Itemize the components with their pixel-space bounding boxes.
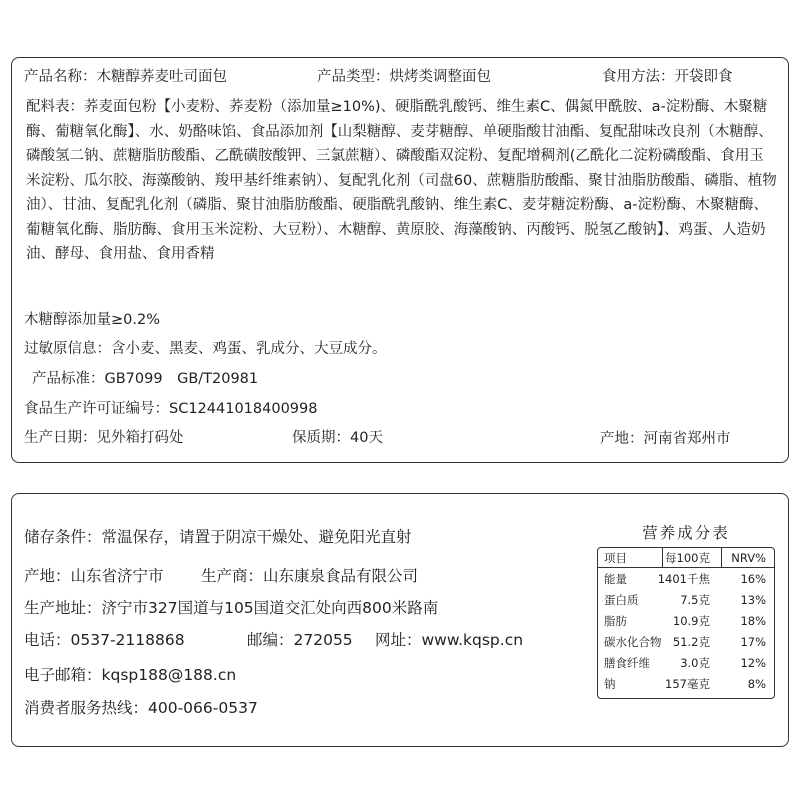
nutrient-value: 1401千焦 — [657, 572, 710, 586]
nutrition-table-title: 营养成分表 — [642, 524, 730, 542]
table-row — [598, 653, 774, 673]
storage-conditions: 储存条件：常温保存，请置于阴凉干燥处、避免阳光直射 — [24, 528, 412, 546]
phone: 电话：0537-2118868 — [24, 631, 185, 649]
nutrient-name: 钠 — [604, 677, 616, 691]
nutrient-name: 蛋白质 — [604, 593, 639, 607]
production-date: 生产日期：见外箱打码处 — [24, 430, 184, 446]
table-row — [598, 674, 774, 694]
production-license: 食品生产许可证编号：SC12441018400998 — [24, 401, 318, 417]
website: 网址：www.kqsp.cn — [375, 631, 524, 649]
table-row — [598, 590, 774, 610]
nutrient-nrv: 16% — [740, 572, 766, 586]
nutrient-nrv: 18% — [740, 614, 766, 628]
header-rule — [598, 567, 774, 568]
nutrient-nrv: 13% — [740, 593, 766, 607]
nutrient-nrv: 17% — [740, 635, 766, 649]
nutrient-name: 膳食纤维 — [604, 656, 650, 670]
allergen-info: 过敏原信息：含小麦、黑麦、鸡蛋、乳成分、大豆成分。 — [24, 341, 387, 357]
header-divider — [662, 548, 663, 567]
nutrient-name: 脂肪 — [604, 614, 627, 628]
usage-method: 食用方法：开袋即食 — [602, 69, 733, 85]
manufacturer: 生产商：山东康泉食品有限公司 — [201, 567, 419, 585]
postcode: 邮编：272055 — [247, 631, 353, 649]
header-divider — [721, 548, 722, 567]
consumer-hotline: 消费者服务热线：400-066-0537 — [24, 699, 258, 717]
header-per-100g: 每100克 — [665, 551, 710, 565]
nutrition-header-row — [598, 548, 774, 568]
nutrient-name: 碳水化合物 — [604, 635, 662, 649]
nutrient-value: 157毫克 — [665, 677, 710, 691]
shelf-life: 保质期：40天 — [292, 430, 383, 446]
origin-bottom: 产地：山东省济宁市 — [24, 567, 164, 585]
header-nrv: NRV% — [731, 551, 766, 565]
product-standard: 产品标准：GB7099 GB/T20981 — [32, 371, 259, 387]
product-type: 产品类型：烘烤类调整面包 — [317, 69, 491, 85]
nutrient-nrv: 8% — [747, 677, 766, 691]
nutrient-value: 7.5克 — [680, 593, 710, 607]
manufacturer-info-panel — [11, 493, 789, 747]
nutrient-nrv: 12% — [740, 656, 766, 670]
header-item: 项目 — [604, 551, 627, 565]
product-info-panel — [11, 57, 789, 463]
nutrient-name: 能量 — [604, 572, 627, 586]
nutrient-value: 3.0克 — [680, 656, 710, 670]
ingredients-list: 配料表：荞麦面包粉【小麦粉、荞麦粉（添加量≥10%)、硬脂酰乳酸钙、维生素C、偶氮甲酰胺、a-淀粉酶、木聚糖酶、葡糖氧化酶】、水、奶酪味馅、食品添加剂【山梨糖醇、麦芽糖醇、单硬脂酸甘油酯、复配甜味改良剂（木糖醇、磷酸氢二钠、蔗糖脂肪酸酯、乙酰磺胺酸钾、三氯蔗糖）、磷酸酯双淀粉、复配增稠剂(乙酰化二淀粉磷酸酯、食用玉米淀粉、瓜尔胶、海藻酸钠、羧甲基纤维素钠）、复配乳化剂（司盘60、蔗糖脂肪酸酯、聚甘油脂肪酸酯、磷脂、植物油）、甘油、复配乳化剂（磷脂、聚甘油脂肪酸酯、硬脂酰乳酸钠、维生素C、麦芽糖淀粉酶、a-淀粉酶、木聚糖酶、葡糖氧化酶、脂肪酶、食用玉米淀粉、大豆粉）、木糖醇、黄原胶、海藻酸钠、丙酸钙、脱氢乙酸钠】、鸡蛋、人造奶油、酵母、食用盐、食用香精 — [26, 99, 777, 262]
table-row — [598, 632, 774, 652]
nutrient-value: 51.2克 — [672, 635, 710, 649]
nutrient-value: 10.9克 — [672, 614, 710, 628]
origin: 产地：河南省郑州市 — [600, 431, 731, 447]
xylitol-content: 木糖醇添加量≥0.2% — [24, 312, 160, 328]
product-name: 产品名称：木糖醇荞麦吐司面包 — [24, 69, 227, 85]
production-address: 生产地址：济宁市327国道与105国道交汇处向西800米路南 — [24, 599, 439, 617]
table-row — [598, 569, 774, 589]
table-row — [598, 611, 774, 631]
nutrition-table — [597, 547, 775, 699]
email: 电子邮箱：kqsp188@188.cn — [24, 666, 237, 684]
